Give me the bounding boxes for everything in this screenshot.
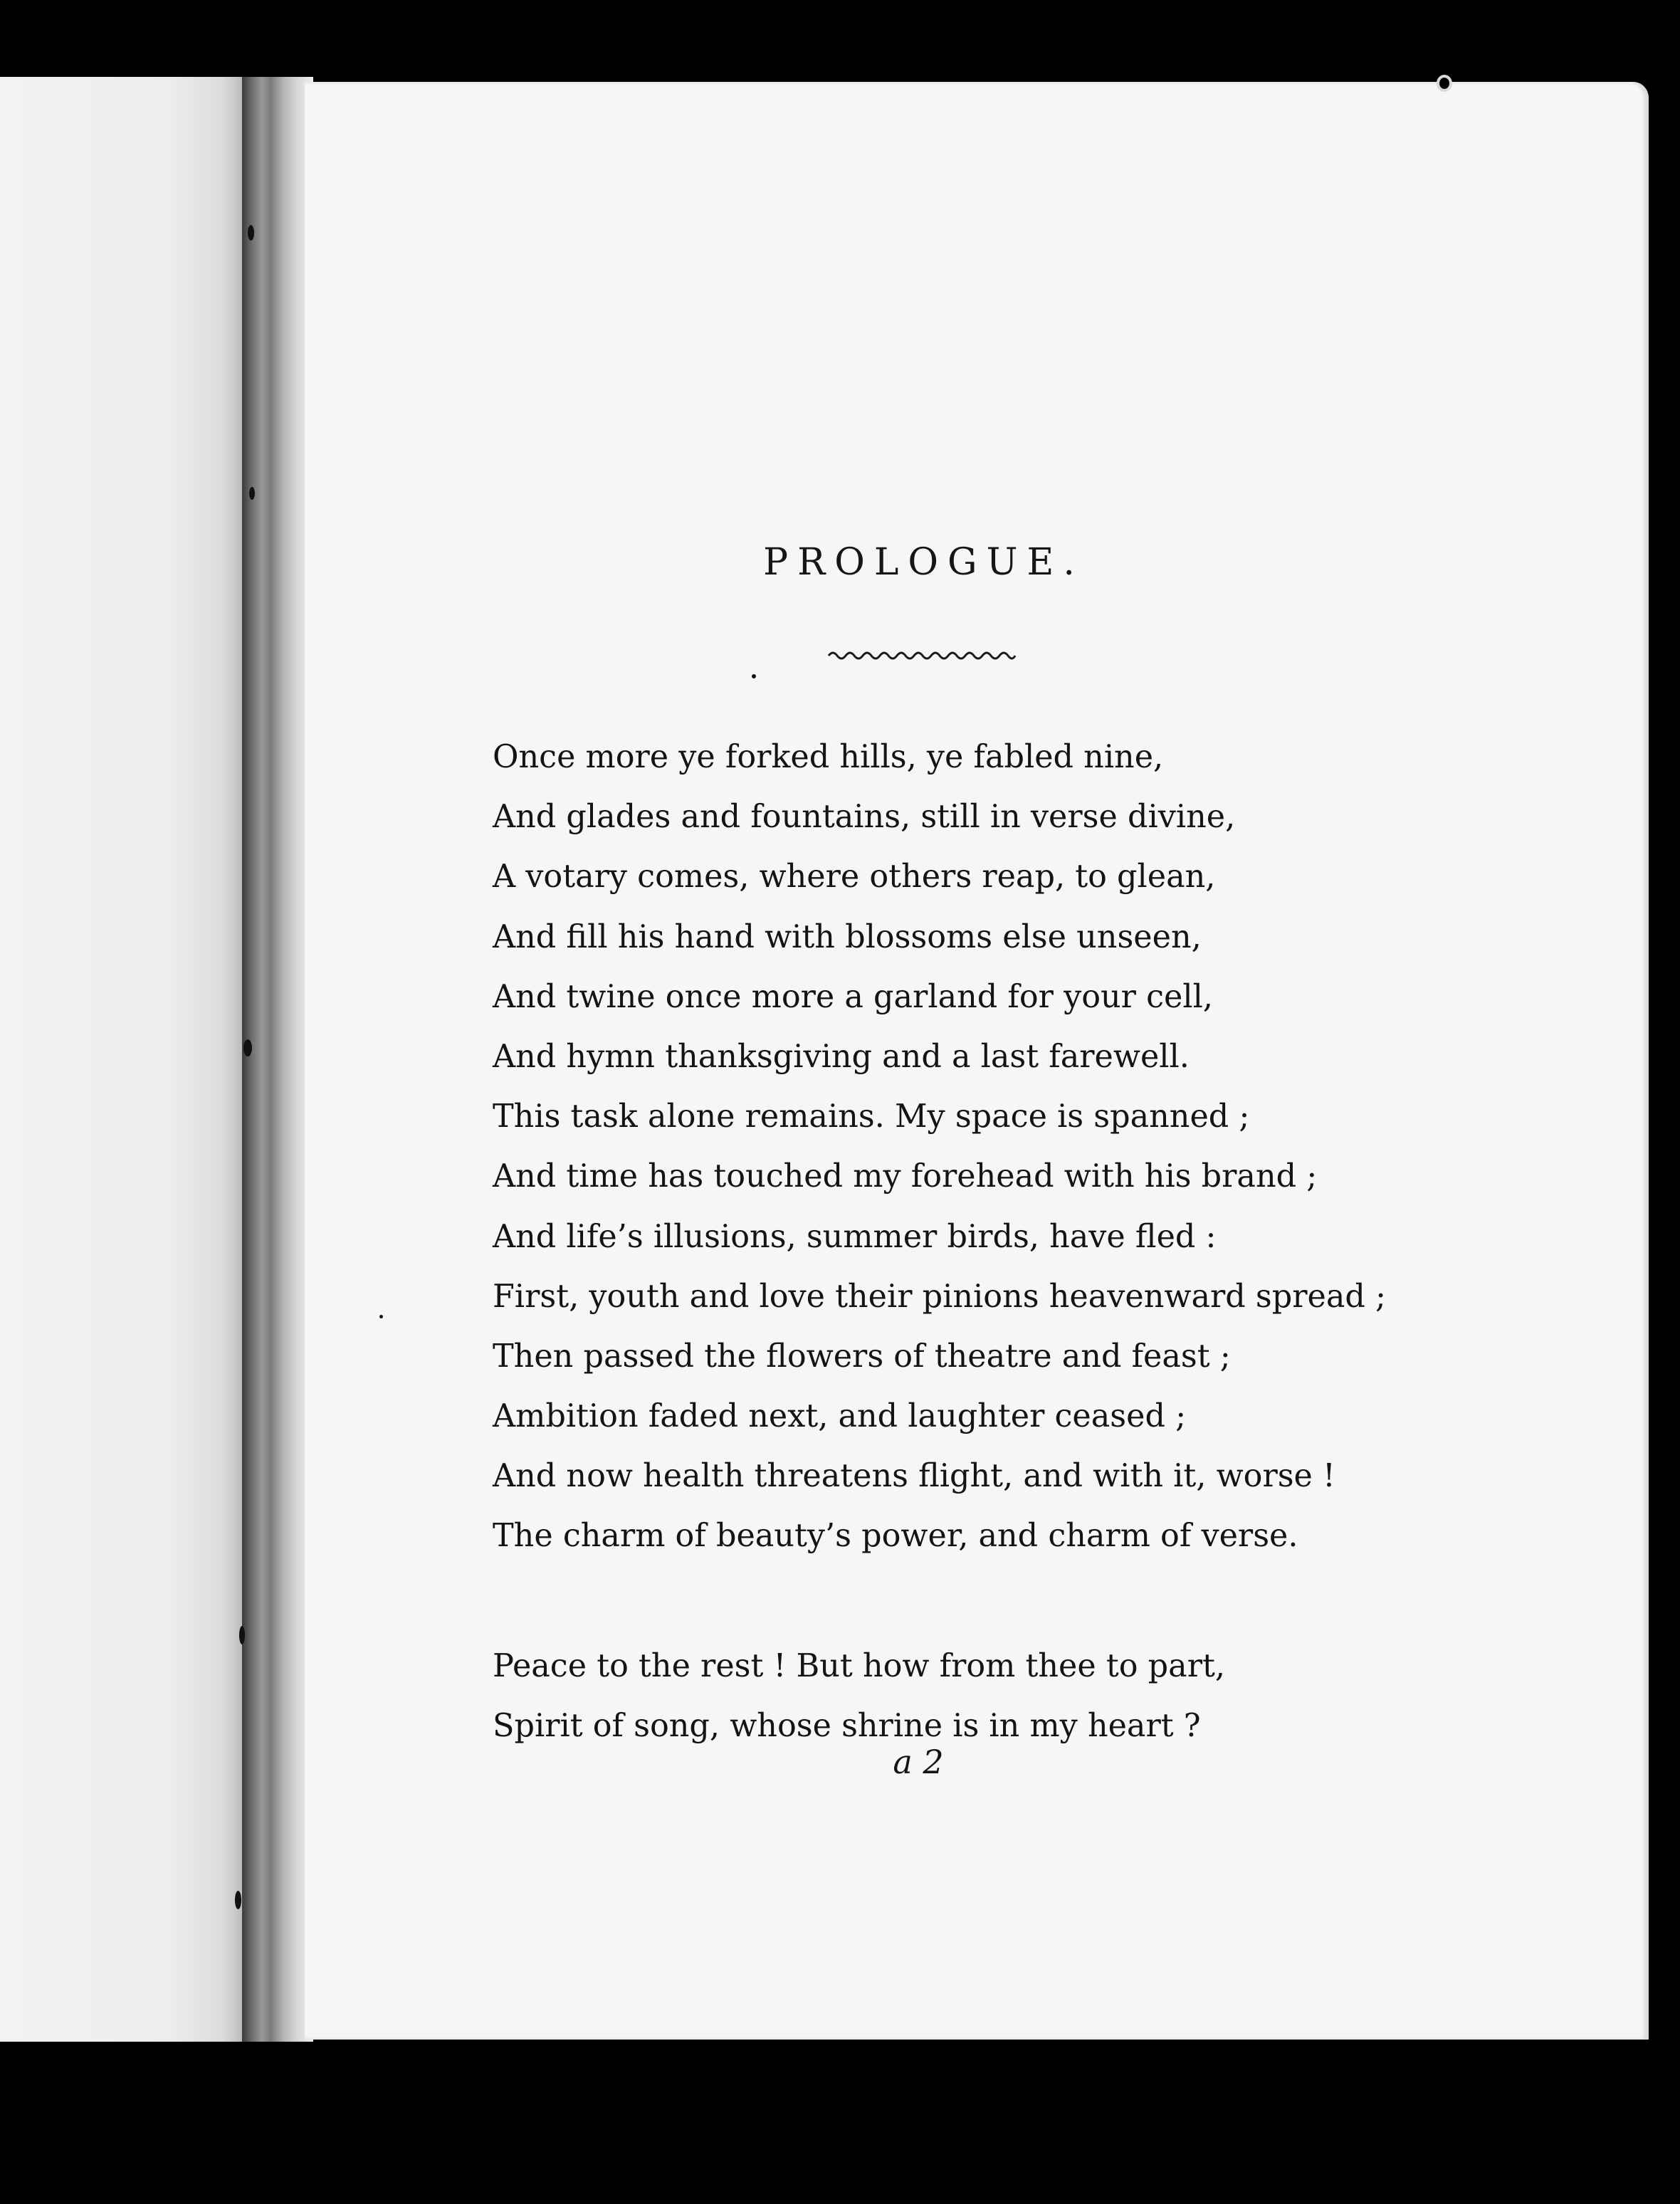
speck: [752, 674, 756, 678]
poem-line: Peace to the rest ! But how from thee to part,: [493, 1647, 1225, 1684]
poem-line: This task alone remains. My space is spanned ;: [493, 1098, 1250, 1135]
poem-line: Once more ye forked hills, ye fabled nine,: [493, 739, 1164, 775]
page-title: PROLOGUE.: [763, 541, 1084, 584]
poem-line: And hymn thanksgiving and a last farewell.: [493, 1038, 1190, 1075]
binding-mark: [243, 1039, 252, 1056]
poem-body: [493, 728, 1386, 1756]
poem-line: And life’s illusions, summer birds, have fled :: [493, 1218, 1217, 1255]
poem-line: Spirit of song, whose shrine is in my heart ?: [493, 1707, 1201, 1744]
poem-line: And fill his hand with blossoms else unseen,: [493, 918, 1202, 955]
stanza-1: [493, 728, 1386, 1567]
stanza-2: [493, 1637, 1375, 1756]
speck: [379, 1315, 383, 1318]
stanza-break: [493, 1567, 1375, 1637]
corner-mark: [1437, 75, 1452, 92]
poem-line: And time has touched my forehead with his brand ;: [493, 1158, 1318, 1195]
poem-line: The charm of beauty’s power, and charm of verse.: [493, 1518, 1298, 1555]
poem-line: Ambition faded next, and laughter ceased ;: [493, 1398, 1187, 1435]
poem-line: And now health threatens flight, and with it, worse !: [493, 1458, 1335, 1495]
poem-line: And twine once more a garland for your cell,: [493, 978, 1213, 1015]
poem-line: A votary comes, where others reap, to glean,: [493, 859, 1216, 896]
binding-mark: [235, 1891, 241, 1909]
binding-mark: [239, 1626, 245, 1644]
poem-line: First, youth and love their pinions heavenward spread ;: [493, 1278, 1386, 1315]
poem-line: Then passed the flowers of theatre and feast ;: [493, 1338, 1231, 1375]
signature-mark: a 2: [893, 1743, 944, 1781]
binding-mark: [249, 487, 255, 500]
binding-mark: [248, 225, 254, 241]
poem-line: And glades and fountains, still in verse divine,: [493, 799, 1236, 836]
ornament-rule: [826, 646, 1018, 665]
